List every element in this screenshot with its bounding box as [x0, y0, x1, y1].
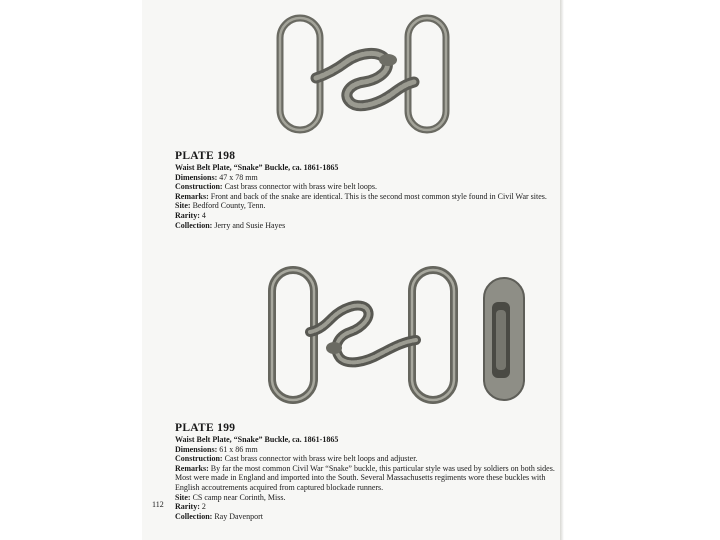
- plate-198-caption: [175, 150, 570, 230]
- collection-label: Collection:: [175, 220, 213, 230]
- construction-line: [175, 454, 570, 464]
- site-line: [175, 493, 570, 503]
- plate-subtitle: Waist Belt Plate, “Snake” Buckle, ca. 1861-1865: [175, 435, 339, 444]
- rarity-label: Rarity:: [175, 210, 200, 220]
- dimensions-line: [175, 445, 570, 455]
- plate-199-buckle-photo: [262, 262, 532, 412]
- construction-value: Cast brass connector with brass wire belt loops and adjuster.: [224, 454, 418, 464]
- collection-label: Collection:: [175, 511, 213, 521]
- collection-line: [175, 512, 570, 522]
- plate-198-buckle-photo: [268, 10, 458, 140]
- construction-label: Construction:: [175, 182, 223, 192]
- plate-title: PLATE 199: [175, 422, 236, 434]
- site-label: Site:: [175, 492, 191, 502]
- site-value: Bedford County, Tenn.: [192, 201, 266, 211]
- plate-subtitle: Waist Belt Plate, “Snake” Buckle, ca. 1861-1865: [175, 163, 339, 172]
- remarks-line: [175, 464, 570, 493]
- dimensions-line: [175, 173, 570, 183]
- site-line: [175, 201, 570, 211]
- collection-value: Ray Davenport: [214, 511, 263, 521]
- dimensions-label: Dimensions:: [175, 172, 218, 182]
- construction-value: Cast brass connector with brass wire belt loops.: [224, 182, 377, 192]
- dimensions-value: 47 x 78 mm: [219, 172, 258, 182]
- remarks-label: Remarks:: [175, 463, 209, 473]
- rarity-line: [175, 502, 570, 512]
- site-label: Site:: [175, 201, 191, 211]
- construction-label: Construction:: [175, 454, 223, 464]
- remarks-value: Front and back of the snake are identical. This is the second most common style found in Civil War sites.: [210, 191, 547, 201]
- dimensions-value: 61 x 86 mm: [219, 444, 258, 454]
- page-number: 112: [152, 500, 164, 509]
- rarity-line: [175, 211, 570, 221]
- plate-199-caption: [175, 422, 570, 521]
- construction-line: [175, 182, 570, 192]
- rarity-value: 4: [201, 210, 206, 220]
- dimensions-label: Dimensions:: [175, 444, 218, 454]
- collection-value: Jerry and Susie Hayes: [214, 220, 286, 230]
- site-value: CS camp near Corinth, Miss.: [192, 492, 286, 502]
- remarks-line: [175, 192, 570, 202]
- rarity-value: 2: [201, 502, 206, 512]
- remarks-label: Remarks:: [175, 191, 209, 201]
- rarity-label: Rarity:: [175, 502, 200, 512]
- collection-line: [175, 221, 570, 231]
- plate-title: PLATE 198: [175, 150, 236, 162]
- remarks-value: By far the most common Civil War “Snake” buckle, this particular style was used by soldiers on both sides. Most were made in England and imported into the South. Several Massachusetts regiments wore these buckles with English accoutrements acquired from captured blockade runners.: [175, 463, 555, 492]
